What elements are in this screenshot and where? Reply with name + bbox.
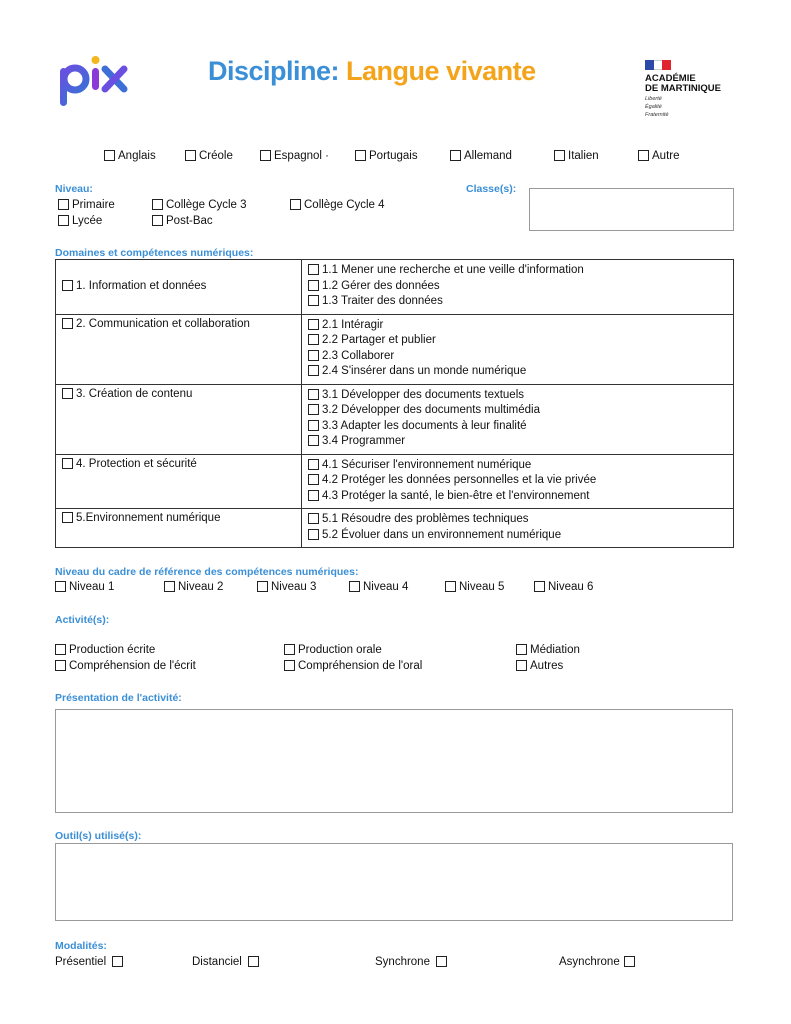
checkbox[interactable] — [450, 150, 461, 161]
pix-logo — [58, 52, 130, 113]
niveau-option-post-bac[interactable]: Post-Bac — [152, 215, 213, 227]
competence-item[interactable]: 3.4 Programmer — [308, 434, 729, 450]
checkbox[interactable] — [62, 458, 73, 469]
checkbox[interactable] — [445, 581, 456, 592]
domaines-table — [55, 259, 734, 548]
competence-cell — [302, 509, 734, 548]
checkbox[interactable] — [308, 319, 319, 330]
checkbox[interactable] — [308, 420, 319, 431]
checkbox[interactable] — [104, 150, 115, 161]
academy-motto-1: Liberté — [645, 96, 662, 102]
checkbox[interactable] — [62, 512, 73, 523]
checkbox[interactable] — [62, 388, 73, 399]
checkbox[interactable] — [308, 404, 319, 415]
domaines-label: Domaines et compétences numériques: — [55, 247, 254, 259]
title-prefix: Discipline: — [208, 56, 340, 86]
academy-motto-3: Fraternité — [645, 112, 669, 118]
checkbox[interactable] — [308, 529, 319, 540]
checkbox[interactable] — [164, 581, 175, 592]
competence-item[interactable]: 1.3 Traiter des données — [308, 294, 729, 310]
competence-item[interactable]: 1.1 Mener une recherche et une veille d'information — [308, 263, 729, 279]
checkbox[interactable] — [55, 581, 66, 592]
page-title — [208, 56, 536, 87]
academy-motto-2: Égalité — [645, 104, 662, 110]
niveau-cadre-option-1[interactable]: Niveau 1 — [55, 581, 114, 593]
activite-option-production-ecrite[interactable]: Production écrite — [55, 644, 155, 656]
checkbox[interactable] — [308, 435, 319, 446]
language-option-italien[interactable]: Italien — [554, 150, 599, 162]
modalite-option-asynchrone[interactable]: Asynchrone — [559, 956, 638, 968]
checkbox[interactable] — [308, 295, 319, 306]
presentation-textarea[interactable] — [55, 709, 733, 813]
checkbox[interactable] — [284, 660, 295, 671]
checkbox[interactable] — [290, 199, 301, 210]
activites-label: Activité(s): — [55, 614, 110, 626]
academy-logo — [645, 60, 721, 118]
checkbox[interactable] — [308, 490, 319, 501]
competence-item[interactable]: 2.4 S'insérer dans un monde numérique — [308, 364, 729, 380]
domain-cell[interactable]: 4. Protection et sécurité — [56, 454, 302, 509]
language-option-portugais[interactable]: Portugais — [355, 150, 418, 162]
checkbox[interactable] — [112, 956, 123, 967]
checkbox[interactable] — [516, 660, 527, 671]
checkbox[interactable] — [62, 280, 73, 291]
table-row — [56, 314, 734, 384]
niveau-cadre-label: Niveau du cadre de référence des compétences numériques: — [55, 566, 359, 578]
checkbox[interactable] — [436, 956, 447, 967]
checkbox[interactable] — [308, 474, 319, 485]
checkbox[interactable] — [62, 318, 73, 329]
competence-item[interactable]: 2.1 Intéragir — [308, 318, 729, 334]
activite-option-comprehension-ecrit[interactable]: Compréhension de l'écrit — [55, 660, 196, 672]
checkbox[interactable] — [284, 644, 295, 655]
academy-line2: DE MARTINIQUE — [645, 83, 721, 94]
checkbox[interactable] — [308, 389, 319, 400]
modalite-option-presentiel[interactable]: Présentiel — [55, 956, 126, 968]
checkbox[interactable] — [55, 660, 66, 671]
niveau-cadre-option-4[interactable]: Niveau 4 — [349, 581, 408, 593]
niveau-cadre-option-5[interactable]: Niveau 5 — [445, 581, 504, 593]
competence-item[interactable]: 5.1 Résoudre des problèmes techniques — [308, 512, 729, 528]
academy-line1: ACADÉMIE — [645, 73, 696, 84]
niveau-label: Niveau: — [55, 183, 93, 195]
activite-option-comprehension-oral[interactable]: Compréhension de l'oral — [284, 660, 422, 672]
checkbox[interactable] — [152, 215, 163, 226]
niveau-option-lycee[interactable]: Lycée — [58, 215, 102, 227]
niveau-option-college-cycle-3[interactable]: Collège Cycle 3 — [152, 199, 247, 211]
language-option-creole[interactable]: Créole — [185, 150, 233, 162]
competence-item[interactable]: 1.2 Gérer des données — [308, 279, 729, 295]
checkbox[interactable] — [152, 199, 163, 210]
checkbox[interactable] — [516, 644, 527, 655]
modalite-option-synchrone[interactable]: Synchrone — [375, 956, 450, 968]
activite-option-autres[interactable]: Autres — [516, 660, 563, 672]
niveau-cadre-option-2[interactable]: Niveau 2 — [164, 581, 223, 593]
classes-label: Classe(s): — [466, 183, 517, 195]
competence-item[interactable]: 4.3 Protéger la santé, le bien-être et l'environnement — [308, 489, 729, 505]
competence-cell — [302, 314, 734, 384]
competence-item[interactable]: 2.3 Collaborer — [308, 349, 729, 365]
checkbox[interactable] — [58, 199, 69, 210]
competence-cell — [302, 454, 734, 509]
outils-label: Outil(s) utilisé(s): — [55, 830, 142, 842]
competence-item[interactable]: 3.2 Développer des documents multimédia — [308, 403, 729, 419]
competence-cell — [302, 260, 734, 315]
checkbox[interactable] — [308, 334, 319, 345]
competence-cell — [302, 384, 734, 454]
checkbox[interactable] — [355, 150, 366, 161]
checkbox[interactable] — [308, 513, 319, 524]
checkbox[interactable] — [624, 956, 635, 967]
checkbox[interactable] — [260, 150, 271, 161]
checkbox[interactable] — [257, 581, 268, 592]
checkbox[interactable] — [248, 956, 259, 967]
activite-option-mediation[interactable]: Médiation — [516, 644, 580, 656]
competence-item[interactable]: 2.2 Partager et publier — [308, 333, 729, 349]
language-option-espagnol[interactable]: Espagnol · — [260, 150, 329, 162]
table-row — [56, 260, 734, 315]
domain-cell[interactable]: 2. Communication et collaboration — [56, 314, 302, 384]
outils-textarea[interactable] — [55, 843, 733, 921]
table-row — [56, 454, 734, 509]
competence-item[interactable]: 3.1 Développer des documents textuels — [308, 388, 729, 404]
checkbox[interactable] — [554, 150, 565, 161]
checkbox[interactable] — [55, 644, 66, 655]
french-flag-icon — [645, 60, 671, 70]
competence-item[interactable]: 4.1 Sécuriser l'environnement numérique — [308, 458, 729, 474]
niveau-cadre-option-3[interactable]: Niveau 3 — [257, 581, 316, 593]
competence-item[interactable]: 5.2 Évoluer dans un environnement numérique — [308, 528, 729, 544]
title-subject: Langue vivante — [346, 56, 536, 86]
activite-option-production-orale[interactable]: Production orale — [284, 644, 382, 656]
checkbox[interactable] — [308, 264, 319, 275]
checkbox[interactable] — [534, 581, 545, 592]
domain-cell[interactable]: 3. Création de contenu — [56, 384, 302, 454]
checkbox[interactable] — [638, 150, 649, 161]
table-row — [56, 384, 734, 454]
modalite-option-distanciel[interactable]: Distanciel — [192, 956, 262, 968]
competence-item[interactable]: 4.2 Protéger les données personnelles et la vie privée — [308, 473, 729, 489]
niveau-cadre-option-6[interactable]: Niveau 6 — [534, 581, 593, 593]
checkbox[interactable] — [308, 459, 319, 470]
checkbox[interactable] — [308, 350, 319, 361]
checkbox[interactable] — [349, 581, 360, 592]
classes-input[interactable] — [529, 188, 734, 231]
language-option-autre[interactable]: Autre — [638, 150, 680, 162]
domain-cell[interactable]: 1. Information et données — [56, 260, 302, 315]
checkbox[interactable] — [308, 365, 319, 376]
modalites-label: Modalités: — [55, 940, 107, 952]
language-option-anglais[interactable]: Anglais — [104, 150, 156, 162]
presentation-label: Présentation de l'activité: — [55, 692, 182, 704]
domain-cell[interactable]: 5.Environnement numérique — [56, 509, 302, 548]
checkbox[interactable] — [308, 280, 319, 291]
table-row — [56, 509, 734, 548]
checkbox[interactable] — [58, 215, 69, 226]
niveau-option-primaire[interactable]: Primaire — [58, 199, 115, 211]
competence-item[interactable]: 3.3 Adapter les documents à leur finalité — [308, 419, 729, 435]
checkbox[interactable] — [185, 150, 196, 161]
language-option-allemand[interactable]: Allemand — [450, 150, 512, 162]
niveau-option-college-cycle-4[interactable]: Collège Cycle 4 — [290, 199, 385, 211]
